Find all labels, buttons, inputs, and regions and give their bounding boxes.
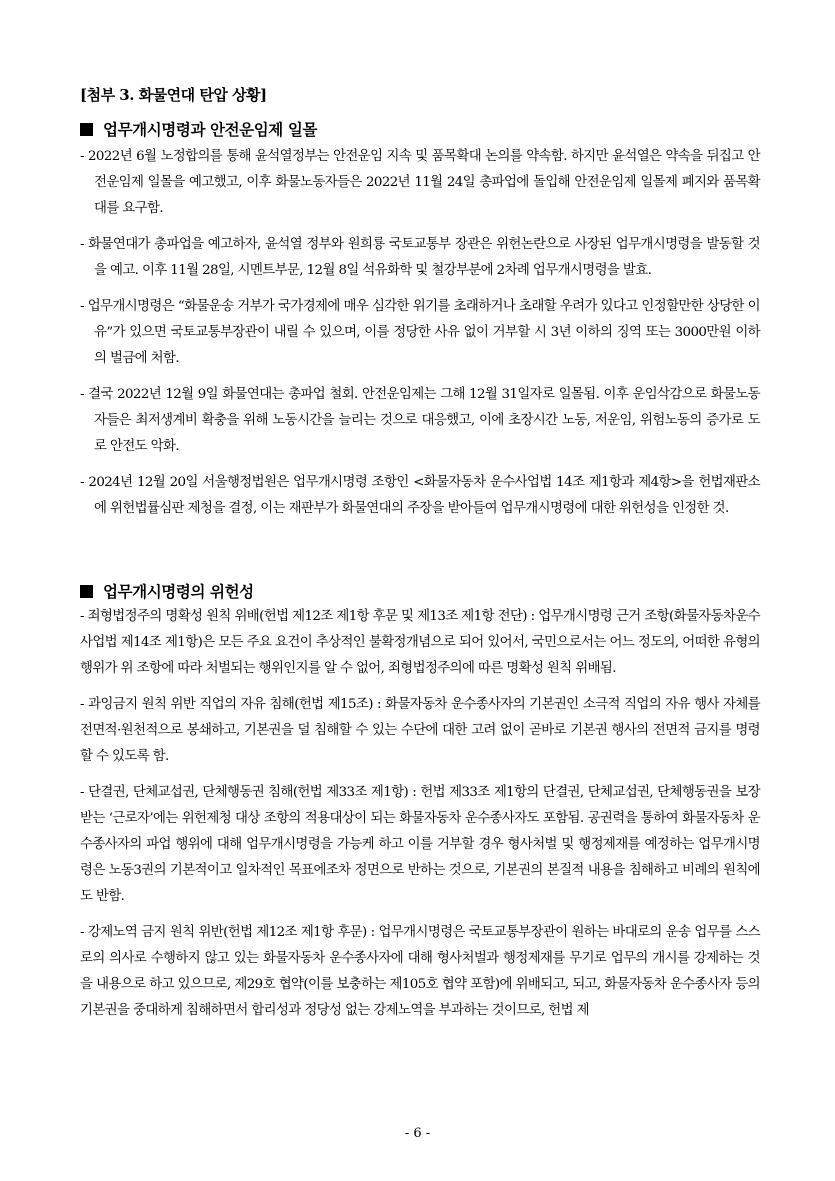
page-number: - 6 - xyxy=(404,1126,431,1141)
paragraph: - 단결권, 단체교섭권, 단체행동권 침해(헌법 제33조 제1항) : 헌법 제33조 제1항의 단결권, 단체교섭권, 단체행동권을 보장받는 ‘근로자’에는 위헌제청 대상 조항의 적용대상이 되는 화물자동차 운수종사자도 포함됨. 공권력을 통하여 화물자동차 운수종사자의 파업 행위에 대해 업무개시명령을 가능케 하고 이를 거부할 경우 형사처벌 및 행정제재를 예정하는 업무개시명령은 노동3권의 기본적이고 일차적인 목표에조차 정면으로 반하는 것으로, 기본권의 본질적 내용을 침해하고 비례의 원칙에도 반함. xyxy=(80,785,760,904)
section-work-order-and-safe-rate xyxy=(80,118,760,522)
list-item: - 화물연대가 총파업을 예고하자, 윤석열 정부와 원희룡 국토교통부 장관은 위헌논란으로 사장된 업무개시명령을 발동할 것을 예고. 이후 11월 28일, 시멘트부문, 12월 8일 석유화학 및 철강부분에 2차례 업무개시명령을 발효. xyxy=(80,237,760,278)
section-unconstitutionality xyxy=(80,580,760,1024)
list-item: - 2024년 12월 20일 서울행정법원은 업무개시명령 조항인 <화물자동차 운수사업법 14조 제1항과 제4항>을 헌법재판소에 위헌법률심판 제청을 결정, 이는 재판부가 화물연대의 주장을 받아들여 업무개시명령에 대한 위헌성을 인정한 것. xyxy=(80,475,760,516)
section-heading-text: 업무개시명령과 안전운임제 일몰 xyxy=(103,120,318,139)
list-item: - 2022년 6월 노정합의를 통해 윤석열정부는 안전운임 지속 및 품목확대 논의를 약속함. 하지만 윤석열은 약속을 뒤집고 안전운임제 일몰을 예고했고, 이후 화물노동자들은 2022년 11월 24일 총파업에 돌입해 안전운임제 일몰제 폐지와 품목확대를 요구함. xyxy=(80,149,760,216)
attachment-title: [첨부 3. 화물연대 탄압 상황] xyxy=(80,86,267,104)
section-heading xyxy=(80,580,760,602)
paragraph: - 죄형법정주의 명확성 원칙 위배(헌법 제12조 제1항 후문 및 제13조 제1항 전단) : 업무개시명령 근거 조항(화물자동차운수사업법 제14조 제1항)은 모든 주요 요건이 추상적인 불확정개념으로 되어 있어서, 국민으로서는 어느 정도의, 어떠한 유형의 행위가 위 조항에 따라 처벌되는 행위인지를 알 수 없어, 죄형법정주의에 따른 명확성 원칙 위배됨. xyxy=(80,609,760,676)
section-heading-text: 업무개시명령의 위헌성 xyxy=(103,582,254,601)
section-heading xyxy=(80,118,760,140)
list-item: - 업무개시명령은 “화물운송 거부가 국가경제에 매우 심각한 위기를 초래하거나 초래할 우려가 있다고 인정할만한 상당한 이유”가 있으면 국토교통부장관이 내릴 수 있으며, 이를 정당한 사유 없이 거부할 시 3년 이하의 징역 또는 3000만원 이하의 벌금에 처함. xyxy=(80,299,760,366)
square-bullet-icon xyxy=(80,123,93,136)
square-bullet-icon xyxy=(80,585,93,598)
paragraph: - 강제노역 금지 원칙 위반(헌법 제12조 제1항 후문) : 업무개시명령은 국토교통부장관이 원하는 바대로의 운송 업무를 스스로의 의사로 수행하지 않고 있는 화물자동차 운수종사자에 대해 형사처벌과 행정제재를 무기로 업무의 개시를 강제하는 것을 내용으로 하고 있으므로, 제29호 협약(이를 보충하는 제105호 협약 포함)에 위배되고, 되고, 화물자동차 운수종사자 등의 기본권을 중대하게 침해하면서 합리성과 정당성 없는 강제노역을 부과하는 것이므로, 헌법 제 xyxy=(80,925,760,1018)
paragraph: - 과잉금지 원칙 위반 직업의 자유 침해(헌법 제15조) : 화물자동차 운수종사자의 기본권인 소극적 직업의 자유 행사 자체를 전면적·원천적으로 봉쇄하고, 기본권을 덜 침해할 수 있는 수단에 대한 고려 없이 곧바로 기본권 행사의 전면적 금지를 명령할 수 있도록 함. xyxy=(80,697,760,764)
list-item: - 결국 2022년 12월 9일 화물연대는 총파업 철회. 안전운임제는 그해 12월 31일자로 일몰됨. 이후 운임삭감으로 화물노동자들은 최저생계비 확충을 위해 노동시간을 늘리는 것으로 대응했고, 이에 초장시간 노동, 저운임, 위험노동의 증가로 도로 안전도 악화. xyxy=(80,387,760,454)
